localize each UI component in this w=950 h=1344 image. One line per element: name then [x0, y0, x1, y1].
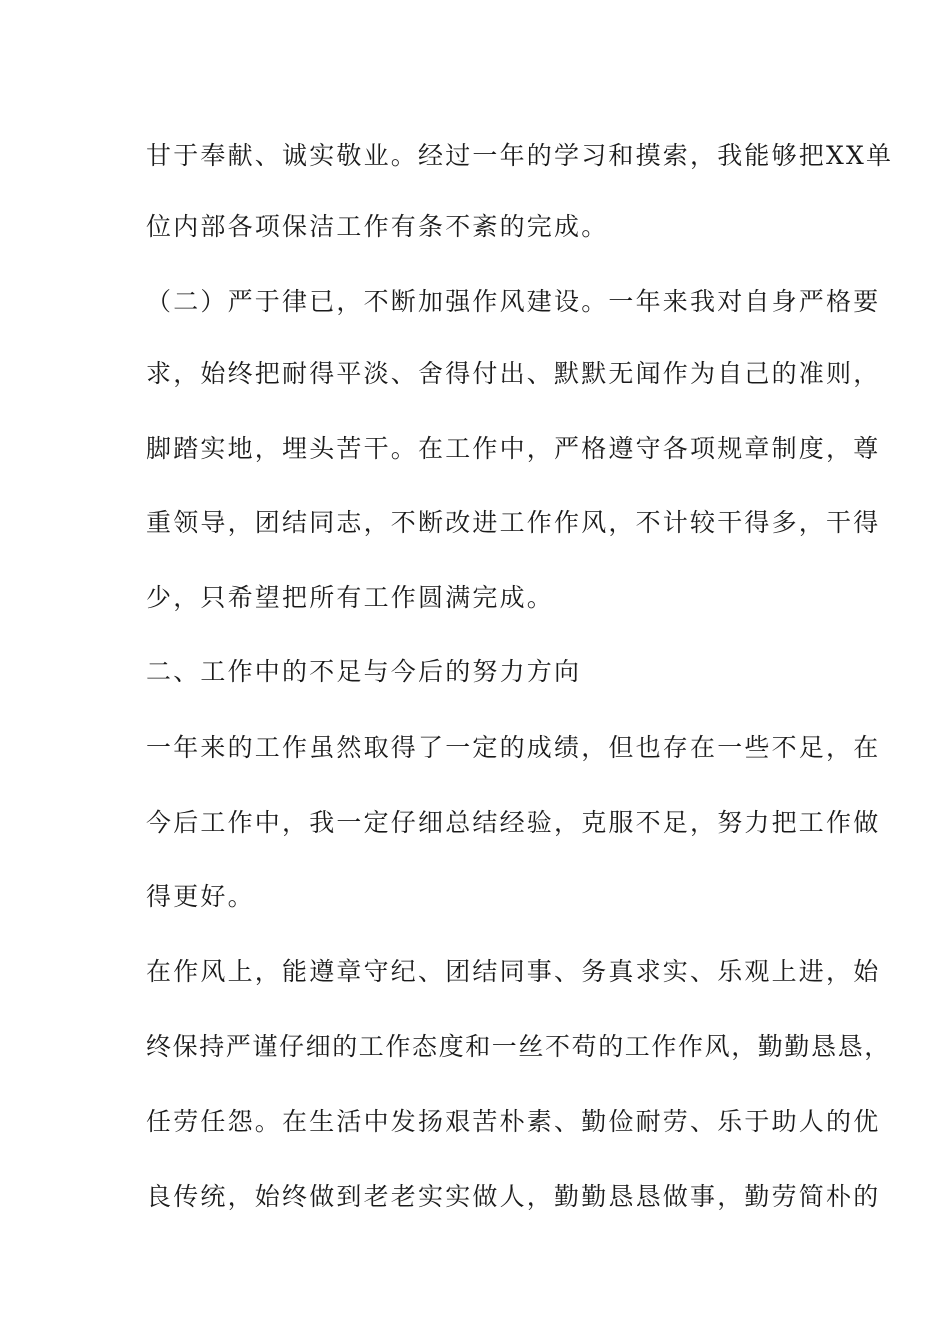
text-line: （二）严于律已，不断加强作风建设。一年来我对自身严格要	[146, 287, 881, 316]
text-line: 今后工作中，我一定仔细总结经验，克服不足，努力把工作做	[146, 808, 881, 837]
text-line: 重领导，团结同志，不断改进工作作风，不计较干得多，干得	[146, 508, 881, 537]
text-line: 位内部各项保洁工作有条不紊的完成。	[146, 212, 609, 241]
text-line: 在作风上，能遵章守纪、团结同事、务真求实、乐观上进，始	[146, 957, 881, 986]
section-heading: 二、工作中的不足与今后的努力方向	[146, 657, 582, 686]
text-line: 求，始终把耐得平淡、舍得付出、默默无闻作为自己的准则，	[146, 359, 881, 388]
text-line: 良传统，始终做到老老实实做人，勤勤恳恳做事，勤劳简朴的	[146, 1182, 881, 1211]
text-line: 得更好。	[146, 882, 255, 911]
text-line: 一年来的工作虽然取得了一定的成绩，但也存在一些不足，在	[146, 733, 881, 762]
text-line: 少，只希望把所有工作圆满完成。	[146, 583, 555, 612]
text-line: 甘于奉献、诚实敬业。经过一年的学习和摸索，我能够把XX单	[146, 141, 894, 170]
text-line: 脚踏实地，埋头苦干。在工作中，严格遵守各项规章制度，尊	[146, 434, 881, 463]
text-line: 终保持严谨仔细的工作态度和一丝不苟的工作作风，勤勤恳恳，	[146, 1032, 891, 1061]
text-line: 任劳任怨。在生活中发扬艰苦朴素、勤俭耐劳、乐于助人的优	[146, 1107, 881, 1136]
